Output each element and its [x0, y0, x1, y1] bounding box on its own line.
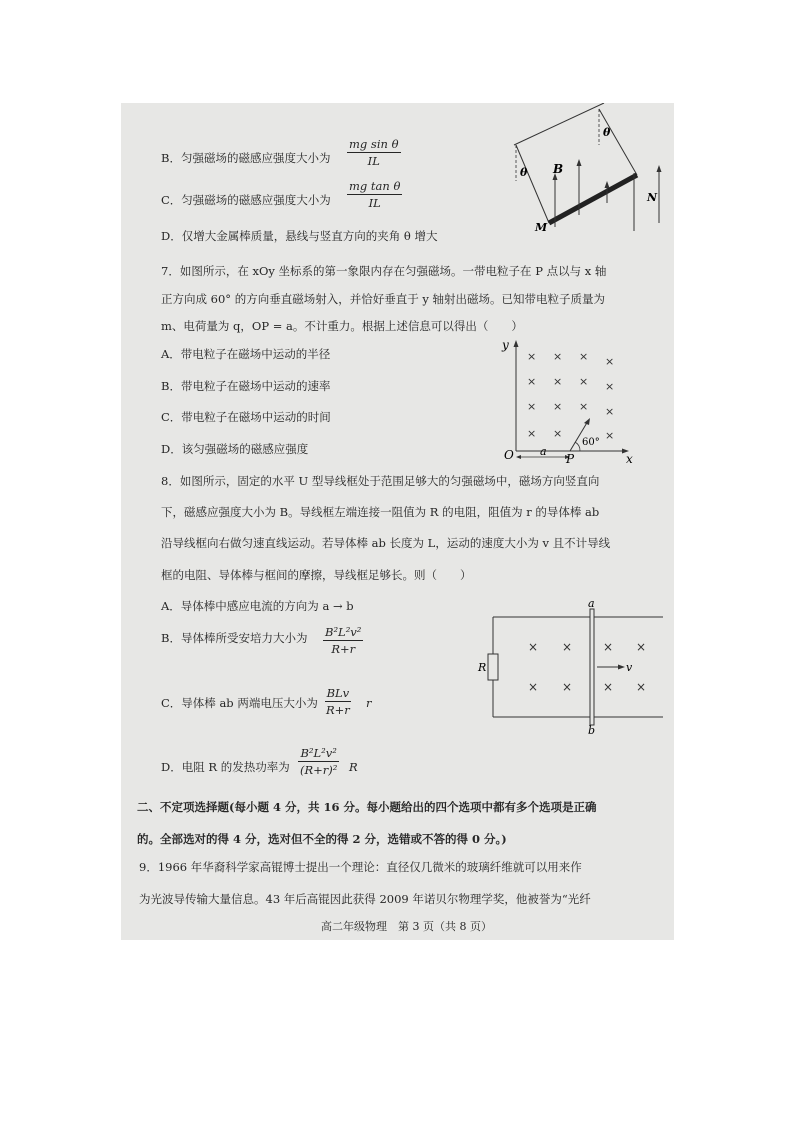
q8-figure [473, 599, 663, 735]
q8-stem-line-1: 8．如图所示，固定的水平 U 型导线框处于范围足够大的匀强磁场中，磁场方向竖直向 [161, 474, 600, 488]
rod-end-b-label: b [588, 724, 596, 735]
field-arrow-3 [605, 181, 610, 188]
field-mark: × [528, 640, 539, 654]
q8-option-c-numerator: BLv [326, 686, 350, 700]
q6-option-b-fraction [347, 137, 401, 168]
q8-option-d-text: D．电阻 R 的发热功率为 [161, 760, 290, 774]
op-dimension-arrow-left [516, 455, 521, 459]
origin-label: O [504, 448, 514, 462]
field-mark: × [527, 350, 537, 363]
y-label: y [502, 338, 509, 352]
angle-arc [575, 442, 580, 451]
q9-stem-line-2: 为光波导传输大量信息。43 年后高锟因此获得 2009 年诺贝尔物理学奖，他被誉为“光纤 [139, 892, 591, 906]
theta-label-right: θ [603, 126, 611, 139]
q8-stem-line-3: 沿导线框向右做匀速直线运动。若导体棒 ab 长度为 L，运动的速度大小为 v 且不计导线 [161, 536, 611, 550]
field-mark: × [605, 429, 615, 442]
n-label: N [647, 191, 658, 204]
field-mark: × [636, 680, 647, 694]
field-arrow-5 [657, 165, 662, 172]
field-mark: × [605, 405, 615, 418]
q6-option-c-denominator: IL [368, 196, 381, 210]
field-mark: × [603, 680, 614, 694]
section2-instructions-line-2: 的。全部选对的得 4 分，选对但不全的得 2 分，选错或不答的得 0 分。) [137, 832, 507, 846]
resistor [488, 654, 498, 680]
section2-instructions-line-1: 二、不定项选择题(每小题 4 分，共 16 分。每小题给出的四个选项中都有多个选项是正确 [137, 800, 597, 814]
field-mark: × [553, 400, 563, 413]
q7-option-c: C．带电粒子在磁场中运动的时间 [161, 410, 331, 424]
velocity-arrow [584, 418, 590, 425]
q7-option-d: D．该匀强磁场的磁感应强度 [161, 442, 309, 456]
q6-option-b-denominator: IL [367, 154, 380, 168]
m-label: M [535, 221, 548, 233]
q7-stem-line-1: 7．如图所示，在 xOy 坐标系的第一象限内存在匀强磁场。一带电粒子在 P 点以与 x 轴 [161, 264, 607, 278]
q8-option-d-denominator: (R+r)² [300, 763, 338, 777]
theta-label-left: θ [520, 166, 528, 179]
q7-stem-line-2: 正方向成 60° 的方向垂直磁场射入，并恰好垂直于 y 轴射出磁场。已知带电粒子质量为 [161, 292, 605, 306]
b-label: B [553, 162, 564, 176]
q8-stem-line-2: 下，磁感应强度大小为 B。导线框左端连接一阻值为 R 的电阻，阻值为 r 的导体棒 ab [161, 505, 600, 519]
q8-option-c-fraction [324, 686, 352, 717]
field-mark: × [527, 427, 537, 440]
q8-option-d-suffix: R [349, 760, 358, 774]
suspension-wire-left [516, 145, 549, 223]
field-arrow-2 [577, 159, 582, 166]
x-label: x [626, 452, 633, 463]
q8-option-c-text: C．导体棒 ab 两端电压大小为 [161, 696, 318, 710]
q7-option-b: B．带电粒子在磁场中运动的速率 [161, 379, 331, 393]
field-mark: × [636, 640, 647, 654]
field-mark: × [553, 427, 563, 440]
suspension-wire-right [599, 109, 637, 175]
y-axis-arrow [514, 340, 519, 347]
q6-option-c-fraction [347, 179, 402, 210]
q8-option-b-text: B．导体棒所受安培力大小为 [161, 631, 308, 645]
resistor-label: R [478, 661, 487, 674]
q7-option-a: A．带电粒子在磁场中运动的半径 [161, 347, 331, 361]
a-label: a [540, 445, 547, 458]
rod-end-a-label: a [588, 599, 595, 610]
ceiling-line [514, 103, 604, 145]
field-mark: × [579, 375, 589, 388]
field-mark: × [553, 375, 563, 388]
field-mark: × [603, 640, 614, 654]
q7-figure [496, 335, 636, 463]
q8-stem-line-4: 框的电阻、导体棒与框间的摩擦，导线框足够长。则（ ） [161, 568, 472, 582]
q6-option-b-text: B．匀强磁场的磁感应强度大小为 [161, 151, 331, 165]
field-mark: × [562, 640, 573, 654]
field-mark: × [527, 400, 537, 413]
field-mark: × [605, 355, 615, 368]
q8-option-c-denominator: R+r [326, 703, 350, 717]
field-mark: × [605, 380, 615, 393]
page-footer: 高二年级物理 第 3 页（共 8 页） [321, 920, 492, 933]
velocity-arrow [618, 665, 625, 670]
conductor-rod-ab [590, 609, 594, 725]
q6-option-b-numerator: mg sin θ [349, 137, 399, 151]
q8-option-d-fraction [298, 746, 339, 777]
field-mark: × [553, 350, 563, 363]
q6-option-c-numerator: mg tan θ [349, 179, 401, 193]
p-label: P [566, 452, 575, 463]
q8-option-d-numerator: B²L²v² [300, 746, 337, 760]
field-mark: × [528, 680, 539, 694]
field-mark: × [562, 680, 573, 694]
velocity-label: v [626, 661, 633, 674]
field-mark: × [579, 400, 589, 413]
angle-label: 60° [582, 437, 600, 448]
field-mark: × [527, 375, 537, 388]
q8-option-c-suffix: r [366, 696, 372, 710]
q8-option-a: A．导体棒中感应电流的方向为 a → b [161, 599, 354, 613]
q6-figure [509, 103, 674, 233]
q6-option-d: D．仅增大金属棒质量，悬线与竖直方向的夹角 θ 增大 [161, 229, 438, 243]
q7-stem-line-3: m、电荷量为 q，OP = a。不计重力。根据上述信息可以得出（ ） [161, 319, 523, 333]
field-mark: × [579, 350, 589, 363]
exam-page [121, 103, 674, 940]
q8-option-b-numerator: B²L²v² [325, 625, 362, 639]
q8-option-b-denominator: R+r [331, 642, 356, 656]
metal-rod [549, 175, 637, 223]
q6-option-c-text: C．匀强磁场的磁感应强度大小为 [161, 193, 331, 207]
q8-option-b-fraction [323, 625, 363, 656]
q9-stem-line-1: 9．1966 年华裔科学家高锟博士提出一个理论：直径仅几微米的玻璃纤维就可以用来作 [139, 860, 582, 874]
